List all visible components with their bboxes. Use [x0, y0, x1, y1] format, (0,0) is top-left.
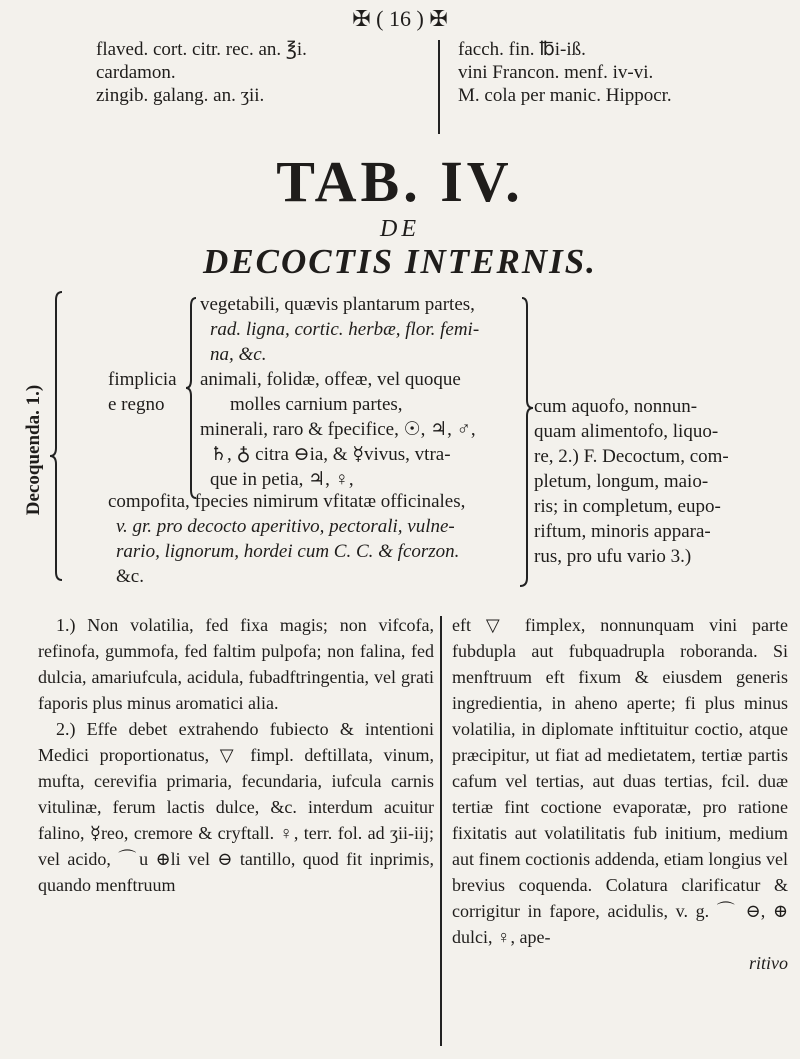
footnotes-left [38, 612, 434, 898]
regno-line: molles carnium partes, [230, 394, 403, 415]
cum-line: rus, pro ufu vario 3.) [534, 546, 692, 567]
regno-line: que in petia, ♃, ♀, [210, 469, 354, 490]
footnote-1: 1.) Non volatilia, fed fixa magis; non vifcofa, refinofa, gummofa, fed faltim pulpofa; non falina, fed dulcia, amariufcula, acidula, fubadftringentia, vel grati faporis plus minus aromatici alia. [38, 615, 434, 713]
cum-line: cum aquofo, nonnun- [534, 396, 698, 417]
e-regno-label: e regno [108, 394, 165, 415]
footnote-continuation: eft ▽ fimplex, nonnunquam vini parte fubdupla aut fubquadrupla roboranda. Si menftruum eft fixum & eiusdem generis ingredientia, in aheno aperte; fi plus minus volatilia, in diplomate inftituitur coctio, atque præcipitur, ut fiat ad medietatem, tertiæ partis cafum vel tertias, aut duas tertias, fcil. duæ tertiæ fint coctione evaporatæ, pro ratione fixitatis aut volatilitatis fub initium, medium aut finem coctionis addenda, etiam longius vel brevius coquenda. Colatura clarificatur & corrigitur in fapore, acidulis, v. g. ⌒ ⊖, ⊕ dulci, ♀, ape- [452, 615, 788, 947]
composita-line: v. gr. pro decocto aperitivo, pectorali, vulne- [116, 516, 455, 537]
regno-line: vegetabili, quævis plantarum partes, [200, 294, 475, 315]
side-label-text: Decoquenda. 1.) [23, 384, 44, 516]
table-heading: TAB. IV. [276, 149, 524, 214]
cum-line: re, 2.) F. Decoctum, com- [534, 446, 729, 467]
recipe-line: cardamon. [96, 62, 176, 83]
catchword: ritivo [749, 953, 788, 973]
outer-brace [50, 292, 62, 580]
regno-brace [186, 298, 196, 498]
cum-line: pletum, longum, maio- [534, 471, 709, 492]
composita-line: rario, lignorum, hordei cum C. C. & fcorzon. [116, 541, 460, 562]
column-divider-bottom [440, 616, 442, 1046]
cum-line: ris; in completum, eupo- [534, 496, 721, 517]
footnote-2: 2.) Effe debet extrahendo fubiecto & intentioni Medici proportionatus, ▽ fimpl. deftillata, vinum, mufta, cerevifia primaria, fecundaria, iufcula carnis vitulinæ, ferum lactis dulce, &c. interdum acuitur falino, ☿reo, cremore & cryftall. ♀, terr. fol. ad ʒii-iij; vel acido, ⌒u ⊕li vel ⊖ tantillo, quod fit inprimis, quando menftruum [38, 719, 434, 895]
regno-line: ♄, ♁ citra ⊖ia, & ☿vivus, vtra- [210, 444, 451, 465]
recipe-line: zingib. galang. an. ʒii. [96, 85, 265, 106]
page-title: DECOCTIS INTERNIS. [203, 242, 597, 281]
cum-line: riftum, minoris appara- [534, 521, 711, 542]
recipe-line: M. cola per manic. Hippocr. [458, 85, 672, 106]
composita-line: &c. [116, 566, 144, 587]
simplicia-label: fimplicia [108, 369, 177, 390]
page-folio: ✠ ( 16 ) ✠ [352, 6, 448, 31]
regno-line: rad. ligna, cortic. herbæ, flor. femi- [210, 319, 480, 340]
regno-list [200, 292, 522, 492]
heading-de: DE [380, 216, 420, 242]
cum-list [534, 394, 796, 569]
composita-list [108, 489, 522, 589]
regno-line: animali, folidæ, offeæ, vel quoque [200, 369, 461, 390]
composita-line: compofita, fpecies nimirum vfitatæ officinales, [108, 491, 466, 512]
regno-line: minerali, raro & fpecifice, ☉, ♃, ♂, [200, 419, 476, 440]
recipe-line: vini Francon. menf. iv-vi. [458, 62, 654, 83]
recipe-line: flaved. cort. citr. rec. an. ℥i. [96, 39, 307, 60]
recipe-line: facch. fin. ℔i-iß. [458, 39, 586, 60]
cum-line: quam alimentofo, liquo- [534, 421, 719, 442]
footnotes-right [452, 612, 788, 976]
regno-line: na, &c. [210, 344, 267, 365]
